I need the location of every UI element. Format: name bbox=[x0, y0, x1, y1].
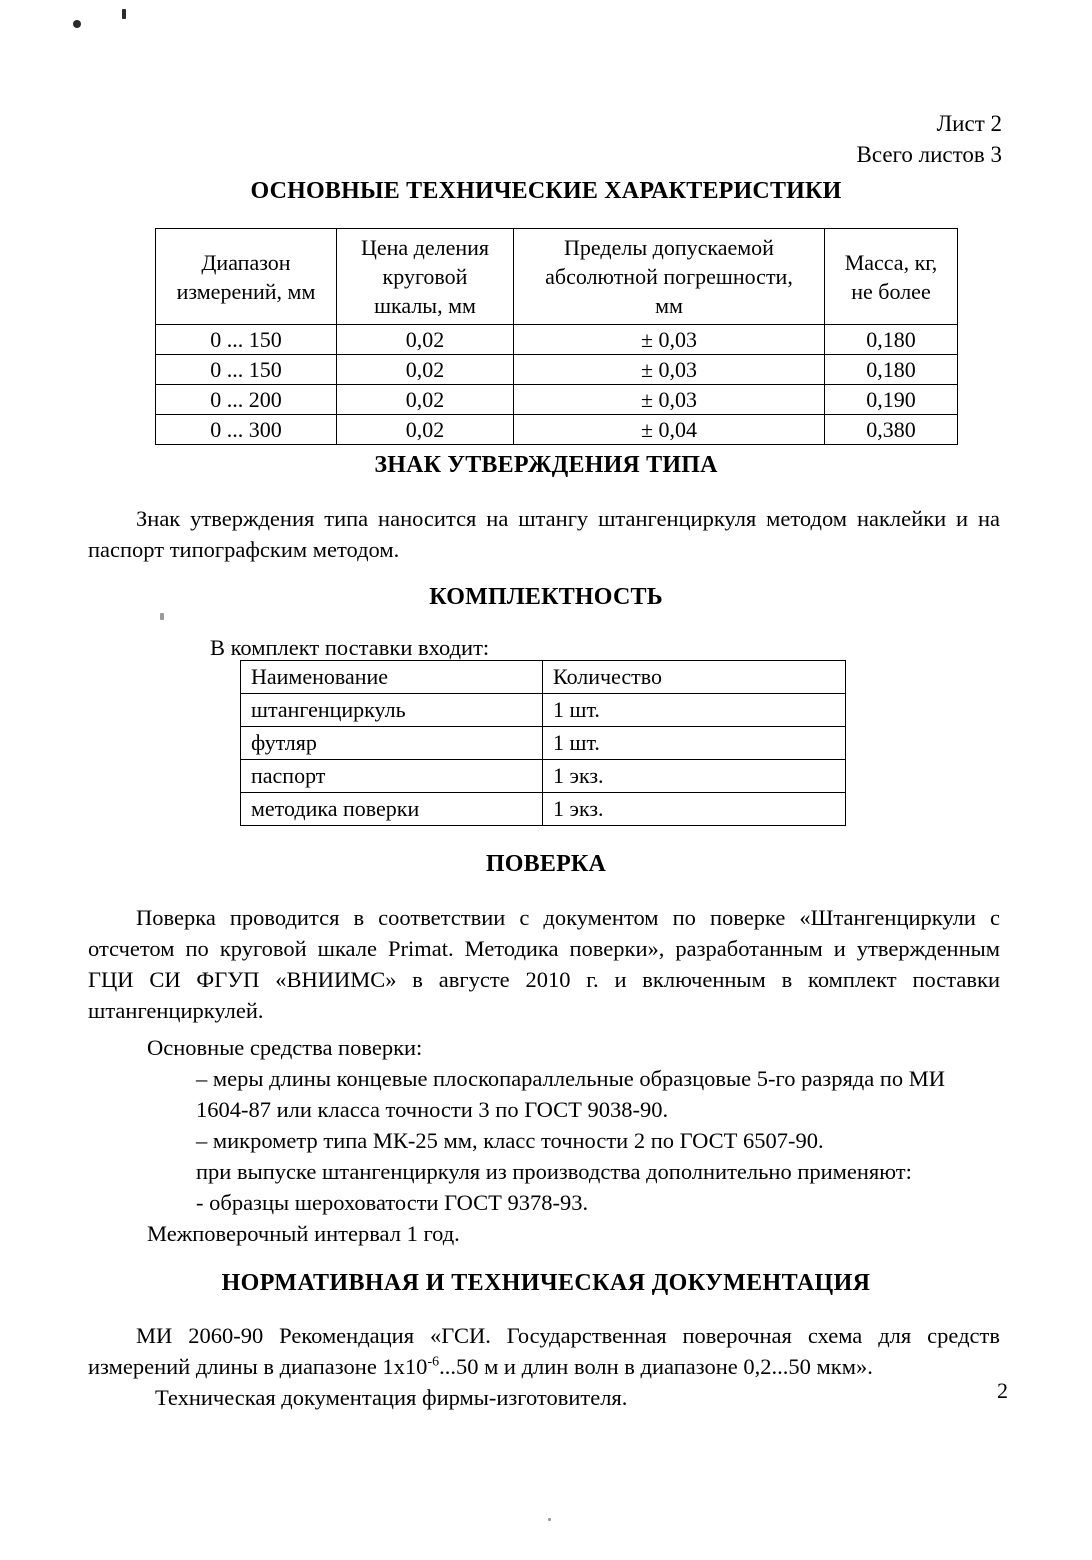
section-heading-kit: КОМПЛЕКТНОСТЬ bbox=[429, 584, 663, 610]
section-heading-normative: НОРМАТИВНАЯ И ТЕХНИЧЕСКАЯ ДОКУМЕНТАЦИЯ bbox=[221, 1270, 871, 1296]
scan-speck-icon bbox=[122, 9, 126, 19]
table-header-row bbox=[241, 661, 846, 694]
cell-range: 0 ... 150 bbox=[156, 325, 337, 355]
scan-speck-icon bbox=[160, 613, 164, 620]
normative-exponent: -6 bbox=[427, 1354, 440, 1370]
cell-mass: 0,190 bbox=[825, 385, 958, 415]
cell-error: ± 0,04 bbox=[514, 415, 825, 445]
manufacturer-docs-line: Техническая документация фирмы-изготовителя. bbox=[155, 1385, 628, 1410]
page-number: 2 bbox=[997, 1378, 1008, 1403]
total-sheets-label: Всего листов 3 bbox=[856, 142, 1002, 167]
cell-error: ± 0,03 bbox=[514, 385, 825, 415]
verification-means-item: – меры длины концевые плоскопараллельные образцовые 5-го разряда по МИ 1604-87 или класса точности 3 по ГОСТ 9038-90. bbox=[196, 1066, 946, 1122]
section-heading-specs: ОСНОВНЫЕ ТЕХНИЧЕСКИЕ ХАРАКТЕРИСТИКИ bbox=[250, 178, 842, 204]
normative-paragraph-part2: ...50 м и длин волн в диапазоне 0,2...50 мкм». bbox=[439, 1354, 873, 1379]
specifications-table bbox=[155, 228, 958, 445]
column-header-error-limits: Пределы допускаемой абсолютной погрешности, мм bbox=[514, 229, 825, 325]
cell-item-name: штангенциркуль bbox=[241, 694, 543, 727]
cell-error: ± 0,03 bbox=[514, 355, 825, 385]
cell-item-name: паспорт bbox=[241, 760, 543, 793]
table-row bbox=[156, 385, 958, 415]
verification-interval: Межповерочный интервал 1 год. bbox=[147, 1221, 460, 1246]
verification-means-title: Основные средства поверки: bbox=[147, 1035, 423, 1060]
column-header-division-value: Цена деления круговой шкалы, мм bbox=[337, 229, 514, 325]
column-header-range: Диапазон измерений, мм bbox=[156, 229, 337, 325]
type-mark-paragraph: Знак утверждения типа наносится на штангу штангенциркуля методом наклейки и на паспорт типографским методом. bbox=[88, 506, 1000, 562]
cell-item-quantity: 1 экз. bbox=[543, 793, 846, 826]
table-row bbox=[156, 415, 958, 445]
section-heading-type-mark: ЗНАК УТВЕРЖДЕНИЯ ТИПА bbox=[374, 452, 718, 478]
cell-range: 0 ... 200 bbox=[156, 385, 337, 415]
cell-item-quantity: 1 шт. bbox=[543, 694, 846, 727]
section-heading-verification: ПОВЕРКА bbox=[485, 851, 607, 877]
cell-mass: 0,180 bbox=[825, 325, 958, 355]
column-header-mass: Масса, кг, не более bbox=[825, 229, 958, 325]
verification-means-item: при выпуске штангенциркуля из производства дополнительно применяют: bbox=[196, 1159, 912, 1184]
verification-means-item: – микрометр типа МК-25 мм, класс точности 2 по ГОСТ 6507-90. bbox=[196, 1128, 824, 1153]
cell-division: 0,02 bbox=[337, 355, 514, 385]
column-header-name: Наименование bbox=[241, 661, 543, 694]
scan-speck-icon bbox=[73, 20, 81, 28]
table-row bbox=[156, 325, 958, 355]
cell-division: 0,02 bbox=[337, 415, 514, 445]
cell-item-name: футляр bbox=[241, 727, 543, 760]
normative-paragraph bbox=[88, 1320, 1000, 1382]
cell-item-quantity: 1 экз. bbox=[543, 760, 846, 793]
cell-mass: 0,380 bbox=[825, 415, 958, 445]
table-header-row bbox=[156, 229, 958, 325]
cell-error: ± 0,03 bbox=[514, 325, 825, 355]
column-header-quantity: Количество bbox=[543, 661, 846, 694]
cell-range: 0 ... 300 bbox=[156, 415, 337, 445]
verification-paragraph: Поверка проводится в соответствии с документом по поверке «Штангенциркули с отсчетом по круговой шкале Primat. Методика поверки», разработанным и утвержденным ГЦИ СИ ФГУП «ВНИИМС» в августе 2010 г. и включенным в комплект поставки штангенциркулей. bbox=[88, 905, 1000, 1023]
table-row bbox=[241, 760, 846, 793]
cell-division: 0,02 bbox=[337, 325, 514, 355]
kit-intro-text: В комплект поставки входит: bbox=[210, 635, 490, 660]
cell-mass: 0,180 bbox=[825, 355, 958, 385]
table-row bbox=[241, 727, 846, 760]
cell-item-quantity: 1 шт. bbox=[543, 727, 846, 760]
verification-means-item: - образцы шероховатости ГОСТ 9378-93. bbox=[196, 1190, 589, 1215]
cell-division: 0,02 bbox=[337, 385, 514, 415]
table-row bbox=[241, 793, 846, 826]
sheet-info bbox=[856, 108, 1002, 170]
sheet-label: Лист 2 bbox=[936, 111, 1002, 136]
cell-item-name: методика поверки bbox=[241, 793, 543, 826]
table-row bbox=[156, 355, 958, 385]
cell-range: 0 ... 150 bbox=[156, 355, 337, 385]
scan-speck-icon bbox=[548, 1518, 551, 1521]
kit-table bbox=[240, 660, 846, 826]
normative-paragraph-part1: МИ 2060-90 Рекомендация «ГСИ. Государственная поверочная схема для средств измерений длины в диапазоне 1x10 bbox=[88, 1323, 1000, 1379]
table-row bbox=[241, 694, 846, 727]
